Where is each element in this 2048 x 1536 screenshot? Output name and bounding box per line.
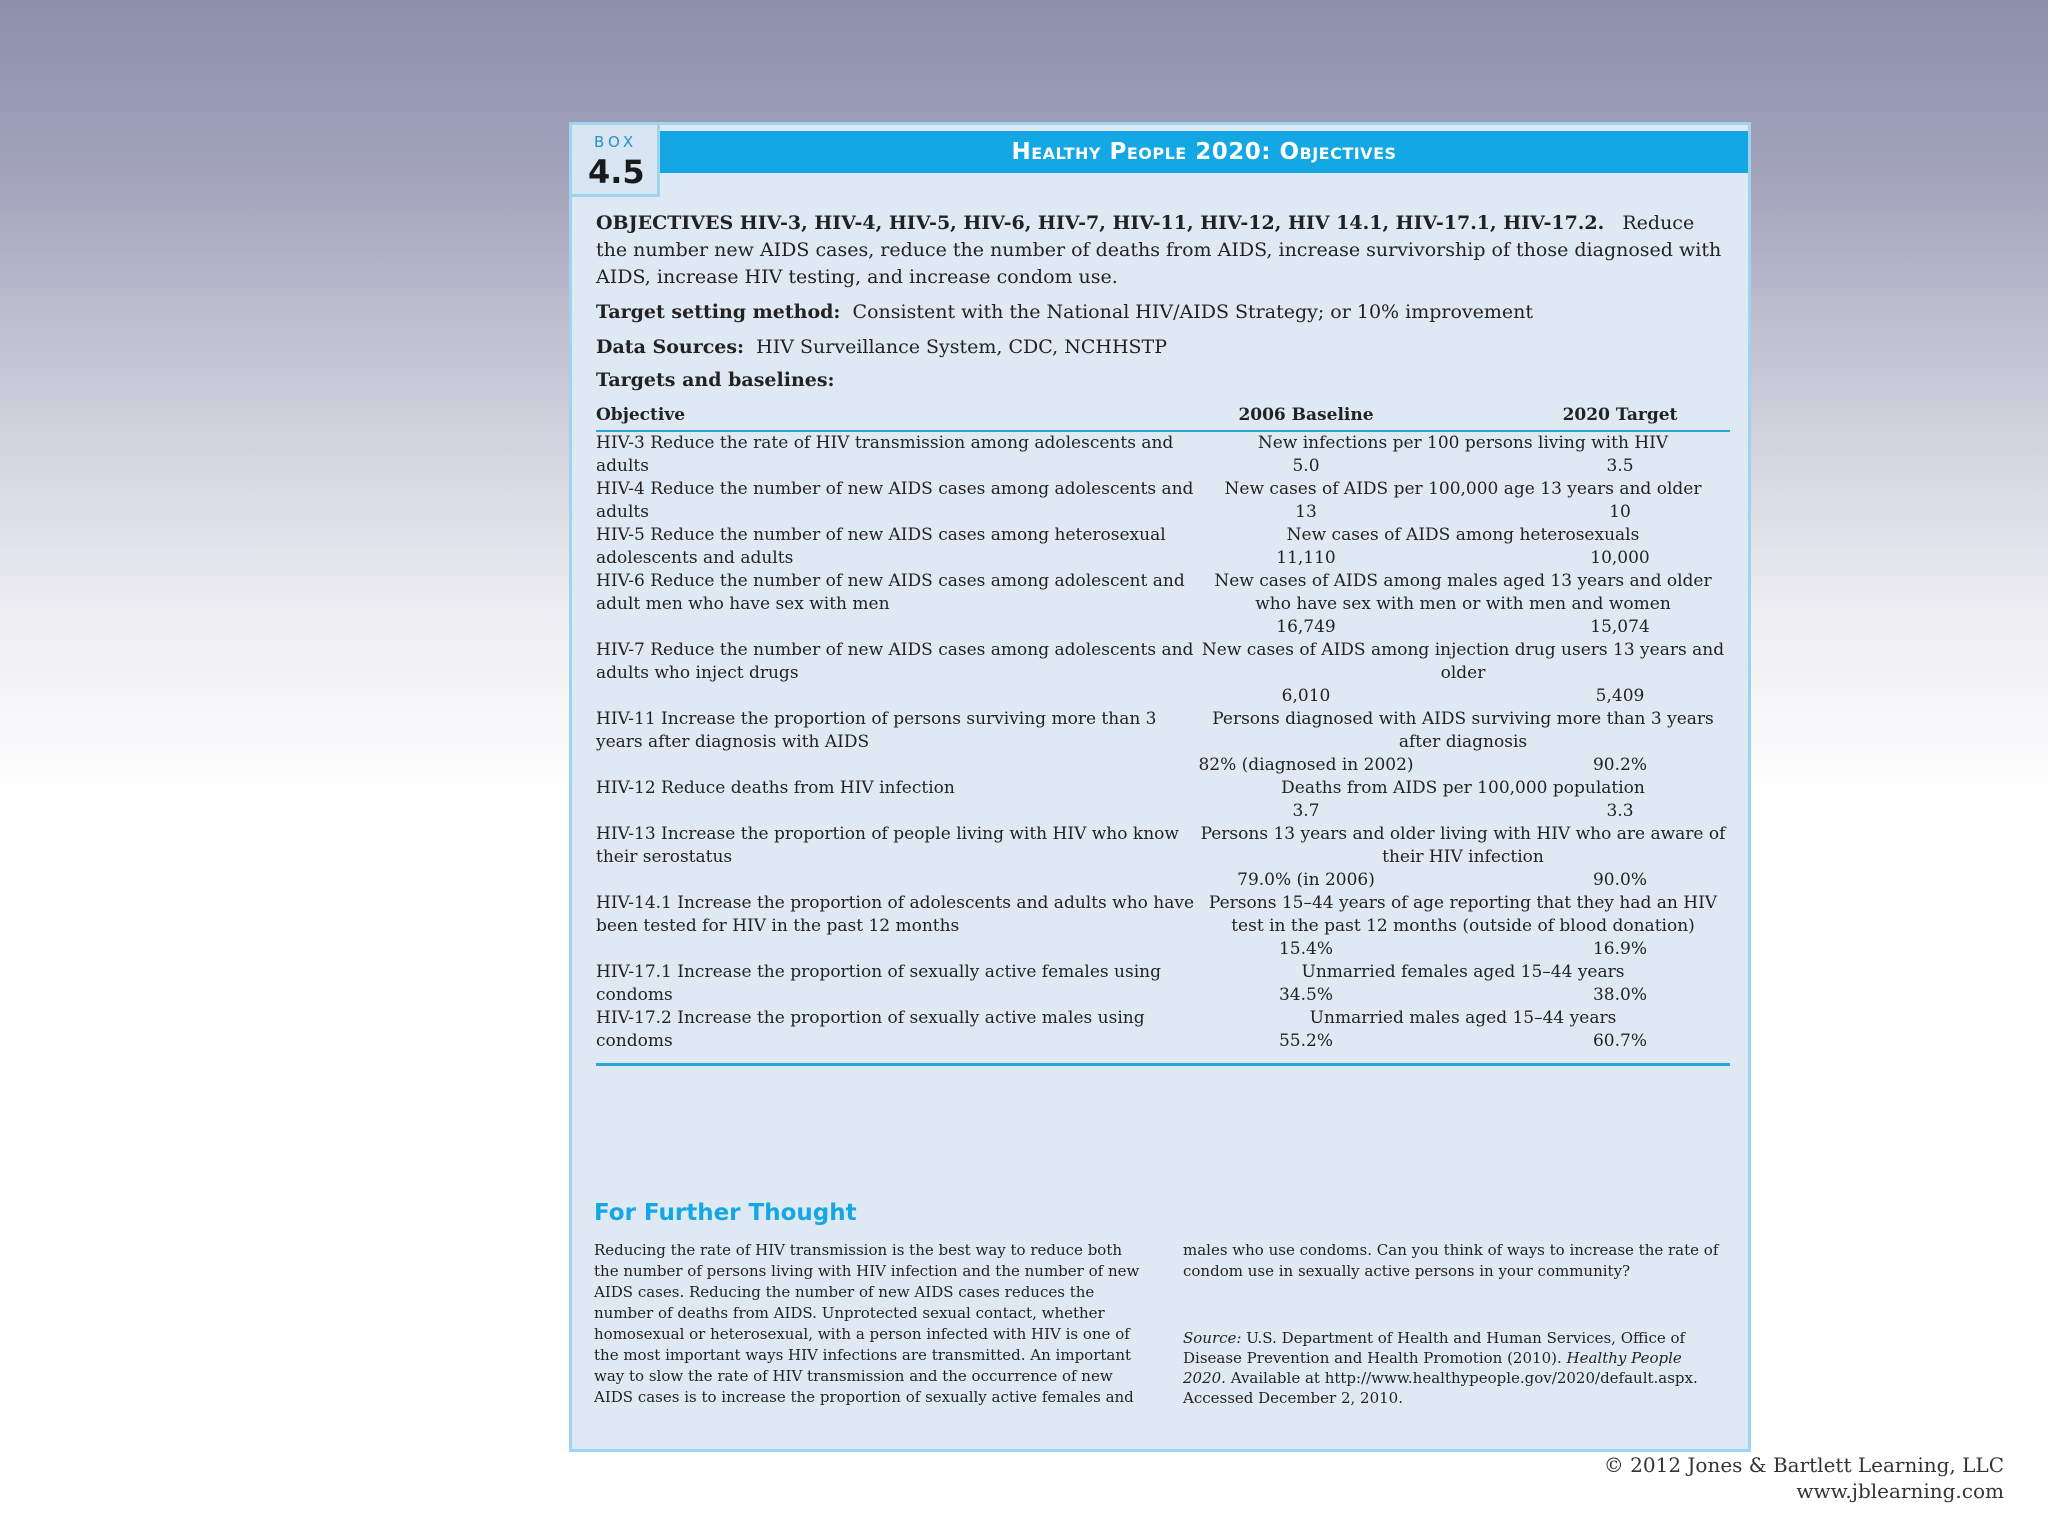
box-4-5 (569, 122, 1751, 1452)
measure-text: New cases of AIDS per 100,000 age 13 years and older (1224, 479, 1702, 499)
header-measure (1196, 403, 1730, 431)
header-baseline: 2006 Baseline (1238, 405, 1374, 425)
further-thought-right: males who use condoms. Can you think of ways to increase the rate of condom use in sexually active persons in your community? (1183, 1241, 1719, 1280)
targets-title: Targets and baselines: (596, 369, 835, 391)
measure-text: Persons 15–44 years of age reporting that they had an HIV test in the past 12 months (outside of blood donation) (1208, 893, 1718, 936)
table-row (596, 823, 1730, 892)
table-body (596, 431, 1730, 1053)
measure-cell (1196, 823, 1730, 892)
baseline-value: 15.4% (1278, 939, 1333, 959)
baseline-value: 79.0% (in 2006) (1237, 870, 1375, 890)
objective-cell: HIV-13 Increase the proportion of people living with HIV who know their serostatus (596, 824, 1179, 867)
measure-cell (1196, 639, 1730, 708)
objective-cell: HIV-6 Reduce the number of new AIDS cases among adolescent and adult men who have sex with men (596, 571, 1185, 614)
measure-cell (1196, 961, 1730, 1007)
target-method-label: Target setting method: (596, 301, 841, 323)
target-value: 90.2% (1592, 755, 1647, 775)
baseline-value: 13 (1295, 502, 1317, 522)
baseline-value: 55.2% (1278, 1031, 1333, 1051)
baseline-value: 5.0 (1292, 456, 1320, 476)
copyright-line: © 2012 Jones & Bartlett Learning, LLC (1603, 1453, 2004, 1477)
box-word: BOX (594, 133, 638, 151)
objective-cell: HIV-12 Reduce deaths from HIV infection (596, 778, 955, 798)
baseline-value: 6,010 (1281, 686, 1331, 706)
box-number: 4.5 (588, 153, 645, 191)
objective-cell: HIV-3 Reduce the rate of HIV transmission among adolescents and adults (596, 433, 1174, 476)
baseline-value: 82% (diagnosed in 2002) (1198, 755, 1414, 775)
measure-text: New cases of AIDS among heterosexuals (1286, 525, 1640, 545)
objective-cell: HIV-11 Increase the proportion of persons surviving more than 3 years after diagnosis with AIDS (596, 709, 1157, 752)
objective-cell: HIV-5 Reduce the number of new AIDS cases among heterosexual adolescents and adults (596, 525, 1166, 568)
objective-cell: HIV-17.1 Increase the proportion of sexually active females using condoms (596, 962, 1161, 1005)
measure-cell (1196, 524, 1730, 570)
further-thought-title: For Further Thought (594, 1200, 857, 1226)
objective-cell: HIV-7 Reduce the number of new AIDS cases among adolescents and adults who inject drugs (596, 640, 1194, 683)
measure-cell (1196, 892, 1730, 961)
objectives-intro (596, 210, 1730, 291)
measure-text: Deaths from AIDS per 100,000 population (1281, 778, 1645, 798)
copyright-url: www.jblearning.com (1796, 1479, 2004, 1503)
table-row (596, 708, 1730, 777)
table-row (596, 431, 1730, 478)
table-row (596, 961, 1730, 1007)
measure-cell (1196, 708, 1730, 777)
source-citation (1183, 1328, 1728, 1408)
table-row (596, 524, 1730, 570)
target-value: 10 (1609, 502, 1631, 522)
data-sources-text: HIV Surveillance System, CDC, NCHHSTP (756, 336, 1168, 358)
measure-cell (1196, 777, 1730, 823)
box-content (596, 210, 1730, 1066)
table-header-row (596, 403, 1730, 431)
source-label: Source: (1183, 1329, 1242, 1347)
table-row (596, 892, 1730, 961)
objectives-lead: OBJECTIVES HIV-3, HIV-4, HIV-5, HIV-6, HIV-7, HIV-11, HIV-12, HIV 14.1, HIV-17.1, HIV-17.2. (596, 212, 1605, 234)
target-value: 5,409 (1595, 686, 1645, 706)
table-row (596, 570, 1730, 639)
target-value: 15,074 (1590, 617, 1650, 637)
objective-cell: HIV-17.2 Increase the proportion of sexually active males using condoms (596, 1008, 1145, 1051)
measure-text: New cases of AIDS among males aged 13 years and older who have sex with men or with men and women (1214, 571, 1712, 614)
baseline-value: 11,110 (1276, 548, 1336, 568)
table-row (596, 777, 1730, 823)
box-label (572, 125, 660, 197)
table-row (596, 639, 1730, 708)
table-row (596, 478, 1730, 524)
baseline-value: 16,749 (1276, 617, 1336, 637)
target-method (596, 299, 1730, 326)
data-sources (596, 334, 1730, 361)
target-value: 60.7% (1592, 1031, 1647, 1051)
table-row (596, 1007, 1730, 1053)
measure-cell (1196, 478, 1730, 524)
target-value: 3.3 (1606, 801, 1634, 821)
target-value: 16.9% (1592, 939, 1647, 959)
source-available: Available at http://www.healthypeople.gov/2020/default.aspx. Accessed December 2, 2010. (1183, 1369, 1698, 1407)
data-sources-label: Data Sources: (596, 336, 745, 358)
measure-cell (1196, 1007, 1730, 1053)
measure-cell (1196, 431, 1730, 478)
measure-text: Persons 13 years and older living with HIV who are aware of their HIV infection (1200, 824, 1726, 867)
objectives-text: Reduce the number new AIDS cases, reduce the number of deaths from AIDS, increase survivorship of those diagnosed with AIDS, increase HIV testing, and increase condom use. (596, 212, 1722, 288)
copyright (1604, 1452, 2004, 1504)
header-target: 2020 Target (1562, 405, 1678, 425)
targets-table (596, 403, 1730, 1053)
box-title: Healthy People 2020: Objectives (660, 131, 1748, 173)
measure-text: Unmarried females aged 15–44 years (1301, 962, 1625, 982)
measure-cell (1196, 570, 1730, 639)
target-value: 3.5 (1606, 456, 1634, 476)
target-value: 10,000 (1590, 548, 1650, 568)
measure-text: New cases of AIDS among injection drug users 13 years and older (1201, 640, 1725, 683)
objective-cell: HIV-14.1 Increase the proportion of adolescents and adults who have been tested for HIV in the past 12 months (596, 893, 1195, 936)
baseline-value: 34.5% (1278, 985, 1333, 1005)
target-value: 90.0% (1592, 870, 1647, 890)
source-text: U.S. Department of Health and Human Services, Office of Disease Prevention and Health Promotion (2010). (1183, 1329, 1686, 1367)
baseline-value: 3.7 (1292, 801, 1320, 821)
target-method-text: Consistent with the National HIV/AIDS Strategy; or 10% improvement (852, 301, 1534, 323)
table-bottom-rule (596, 1063, 1730, 1066)
measure-text: Unmarried males aged 15–44 years (1309, 1008, 1617, 1028)
objective-cell: HIV-4 Reduce the number of new AIDS cases among adolescents and adults (596, 479, 1194, 522)
measure-text: New infections per 100 persons living with HIV (1257, 433, 1669, 453)
source-title: Healthy People 2020. (1183, 1349, 1682, 1387)
further-thought-left: Reducing the rate of HIV transmission is the best way to reduce both the number of persons living with HIV infection and the number of new AIDS cases. Reducing the number of new AIDS cases reduces the number of deaths from AIDS. Unprotected sexual contact, whether homosexual or heterosexual, with a person infected with HIV is one of the most important ways HIV infections are transmitted. An important way to slow the rate of HIV transmission and the occurrence of new AIDS cases is to increase the proportion of sexually active females and (594, 1241, 1140, 1406)
measure-text: Persons diagnosed with AIDS surviving more than 3 years after diagnosis (1212, 709, 1714, 752)
header-objective: Objective (596, 403, 1196, 431)
target-value: 38.0% (1592, 985, 1647, 1005)
